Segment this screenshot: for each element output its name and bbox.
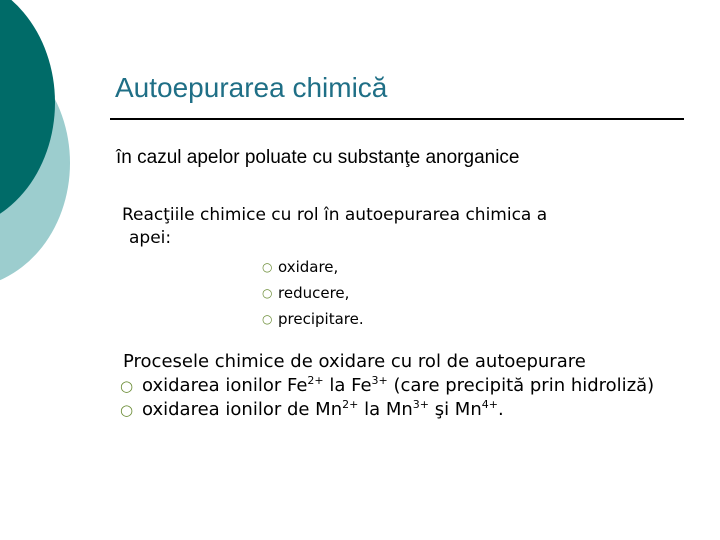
reactions-list (262, 254, 364, 332)
list-item (120, 374, 700, 398)
mn-charge-3: 3+ (412, 398, 429, 411)
title-divider (110, 118, 684, 120)
reaction-reducere: reducere, (278, 284, 350, 302)
reactions-intro-line1: Reacţiile chimice cu rol în autoepurarea chimica a (122, 205, 548, 225)
fe-charge-3: 3+ (371, 374, 388, 387)
reaction-oxidare: oxidare, (278, 258, 339, 276)
circle-bullet-icon: ○ (262, 260, 273, 274)
mn-charge-2: 2+ (342, 398, 359, 411)
ring-bullet-icon: ○ (120, 377, 134, 395)
mn-charge-4: 4+ (481, 398, 498, 411)
process-mn-text-b: la Mn (358, 399, 413, 420)
ring-bullet-icon: ○ (120, 401, 134, 419)
circle-bullet-icon: ○ (262, 312, 273, 326)
process-fe-text-a: oxidarea ionilor Fe (142, 375, 308, 396)
fe-charge-2: 2+ (307, 374, 324, 387)
process-fe-text-c: (care precipită prin hidroliză) (387, 375, 655, 396)
process-mn-text-d: . (497, 399, 504, 420)
process-mn-text-a: oxidarea ionilor de Mn (142, 399, 343, 420)
slide-title: Autoepurarea chimică (115, 72, 388, 103)
reaction-precipitare: precipitare. (278, 310, 364, 328)
reactions-intro (122, 204, 682, 250)
processes-intro: Procesele chimice de oxidare cu rol de autoepurare (123, 351, 586, 372)
list-item (262, 254, 364, 280)
circle-bullet-icon: ○ (262, 286, 273, 300)
list-item (262, 280, 364, 306)
list-item (120, 398, 700, 422)
list-item (262, 306, 364, 332)
processes-section (120, 350, 700, 422)
process-fe-text-b: la Fe (323, 375, 372, 396)
reactions-intro-line2: apei: (129, 228, 172, 248)
slide-subtitle: în cazul apelor poluate cu substanţe anorganice (116, 147, 520, 168)
process-mn-text-c: şi Mn (428, 399, 482, 420)
